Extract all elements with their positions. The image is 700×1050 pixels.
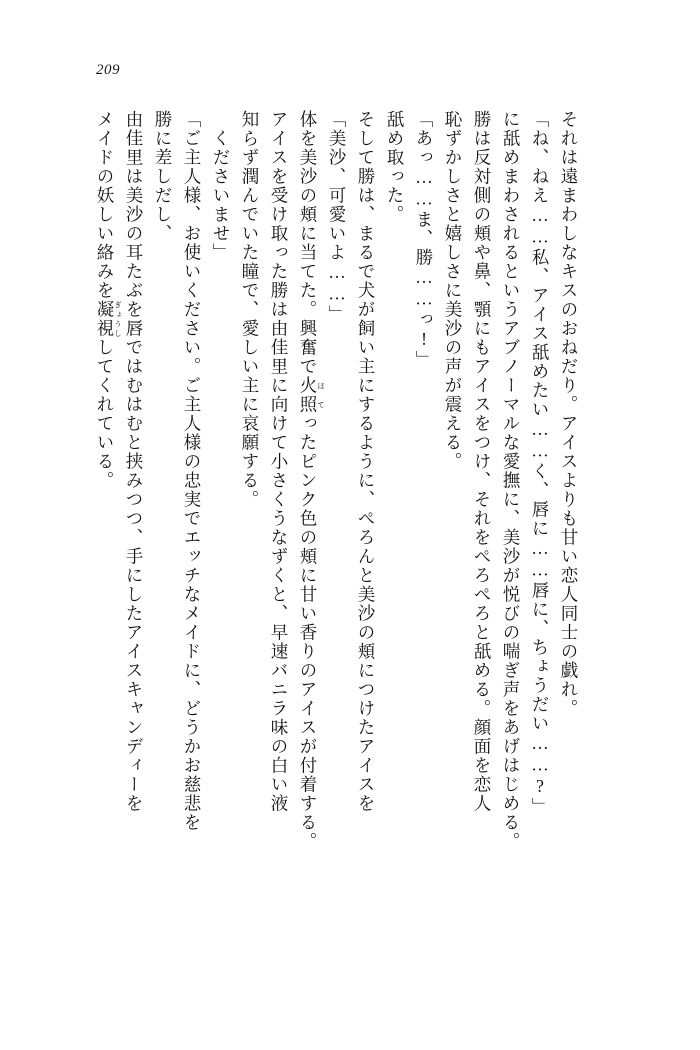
column-text-15: に舐めまわされるというアブノーマルな愛撫に、美沙が悦びの喘ぎ声をあげはじめる。 xyxy=(501,110,521,851)
text-column xyxy=(554,110,583,970)
page-number: 209 xyxy=(96,62,120,78)
text-column xyxy=(322,110,351,970)
column-text-17: それは遠まわしなキスのおねだり。アイスよりも甘い恋人同士の戯れ。 xyxy=(559,110,579,718)
column-text-6: 知らず潤んでいた瞳で、愛しい主に哀願する。 xyxy=(240,110,260,509)
text-column xyxy=(206,110,235,970)
text-column xyxy=(90,110,123,970)
column-text-3: 勝に差しだし、 xyxy=(153,110,173,243)
text-column xyxy=(293,110,326,970)
text-column xyxy=(496,110,525,970)
text-column xyxy=(380,110,409,970)
column-text-14: 勝は反対側の頬や鼻、顎にもアイスをつけ、それをぺろぺろと舐める。顔面を恋人 xyxy=(472,110,492,813)
text-column xyxy=(235,110,264,970)
text-column xyxy=(409,110,438,970)
text-column xyxy=(467,110,496,970)
column-text-12: 「あっ……ま、勝……っ!」 xyxy=(414,110,434,370)
text-column xyxy=(438,110,467,970)
text-column xyxy=(119,110,148,970)
text-column xyxy=(351,110,380,970)
column-text-7: アイスを受け取った勝は由佳里に向けて小さくうなずくと、早速バニラ味の白い液 xyxy=(269,110,289,813)
column-text-2: 由佳里は美沙の耳たぶを唇ではむはむと挟みつつ、手にしたアイスキャンディーを xyxy=(124,110,144,813)
column-text-4: 「ご主人様、お使いください。ご主人様の忠実でエッチなメイドに、どうかお慈悲を xyxy=(182,110,202,832)
text-column xyxy=(148,110,177,970)
column-text-9: 「美沙、可愛いよ……」 xyxy=(327,110,347,324)
column-text-5: くださいませ」 xyxy=(211,129,231,262)
text-column xyxy=(177,110,206,970)
ruby-hote: 火照ほて xyxy=(298,376,326,414)
text-column xyxy=(525,110,554,970)
column-text-1: メイドの妖しい絡みを凝視ぎょうししてくれている。 xyxy=(95,110,123,490)
vertical-columns xyxy=(90,110,583,970)
text-column xyxy=(264,110,293,970)
body-text-block xyxy=(90,110,630,970)
column-text-8: 体を美沙の頬に当てた。興奮で火照ほてったピンク色の頬に甘い香りのアイスが付着する。 xyxy=(298,110,326,851)
column-text-11: 舐め取った。 xyxy=(385,110,405,224)
column-text-13: 恥ずかしさと嬉しさに美沙の声が震える。 xyxy=(443,110,463,471)
column-text-10: そして勝は、まるで犬が飼い主にするように、ぺろんと美沙の頬につけたアイスを xyxy=(356,110,376,813)
column-text-16: 「ね、ねえ……私、アイス舐めたい……く、唇に……唇に、ちょうだい……?」 xyxy=(530,110,550,817)
ruby-gyoushi: 凝視ぎょうし xyxy=(95,300,123,338)
